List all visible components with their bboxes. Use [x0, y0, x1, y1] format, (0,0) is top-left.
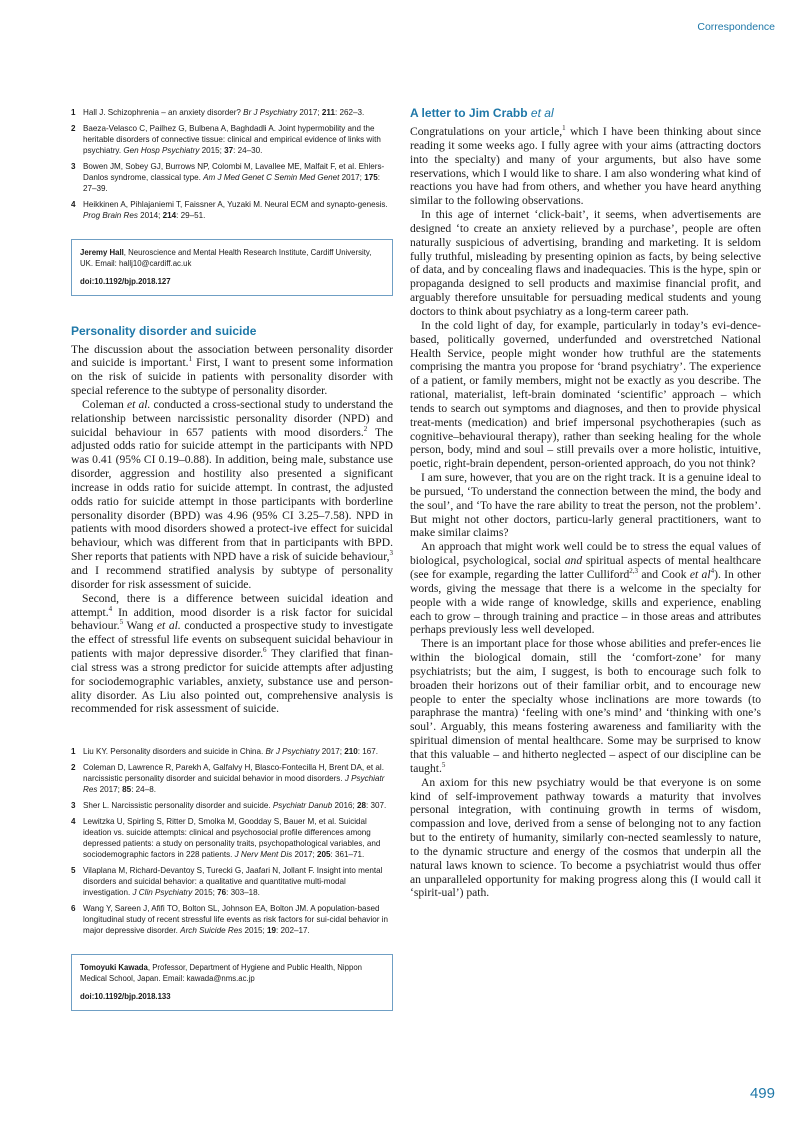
paragraph: An axiom for this new psychiatry would be that everyone is on some kind of self-improvement pathway towards a maturity that involves personal integration, with continuing growth in terms of wisdom, compassion and love, derived from a sense of belonging not to any faction but to the entirety of humanity, similarly con-nected seamlessly to nature, to the dynamic structure and energy of the cosmos that underpin all the natural laws known to science. To become a psychiatrist would thus offer an unparalleled opportunity for making progress along this (I would call it ‘spirit-ual’) path. [410, 775, 761, 900]
reference-item: 1 Hall J. Schizophrenia – an anxiety disorder? Br J Psychiatry 2017; 211: 262–3. [71, 108, 365, 117]
author-affiliation: Jeremy Hall, Neuroscience and Mental Health Research Institute, Cardiff University, UK. Email: hallj10@cardiff.ac.uk [80, 248, 372, 268]
doi-link[interactable]: doi:10.1192/bjp.2018.133 [80, 992, 171, 1002]
paragraph: Coleman et al. conducted a cross-sectional study to understand the relationship between narcissistic personality disorder (NPD) and suicidal behaviour in 657 patients with mood disorders.$^2$ The adjusted odds ratio for suicide attempt in the participants with NPD was 0.41 (95% CI 0.19–0.88). In addition, being male, substance use disorder, aggression and hostility also presented a significant increase in odds ratio for suicide attempt. In contrast, the adjusted odds ratio for suicide attempt in those participants with borderline personality disorder (BPD) was 4.96 (95% CI 3.25–7.58). NPD in patients with mood disorders showed a protect-ive effect for suicidal behaviour, which was different from that in participants with BPD. Sher reports that patients with NPD have a risk of suicide behaviour,$^3$ and I recommend stratified analysis by subtype of personality disorder for risk assessment of suicide. [71, 397, 393, 591]
paragraph: Second, there is a difference between suicidal ideation and attempt.$^4$ In addition, mood disorder is a risk factor for suicidal behaviour.$^5$ Wang et al. conducted a prospective study to investigate the effect of stressful life events on subsequent suicidal behaviour in patients with major depressive disorder.$^6$ They clarified that finan-cial stress was a strong predictor for suicide attempts after adjusting for sociodemographic variables, anxiety, substance use and person-ality disorder. As Liu also pointed out, comprehensive analysis is recommended for risk assessment of suicide. [71, 591, 393, 716]
reference-item: 4 Heikkinen A, Pihlajaniemi T, Faissner A, Yuzaki M. Neural ECM and synapto-genesis. Prog Brain Res 2014; 214: 29–51. [71, 200, 388, 220]
article-title: Personality disorder and suicide [71, 323, 257, 338]
author-box-hall [71, 239, 393, 296]
paragraph: I am sure, however, that you are on the right track. It is a genuine ideal to be pursued, ‘To understand the connection between the mind, the body and the soul’, and ‘To have the rare ability to treat the person, not the problem’. But might not other doctors, particu-larly general practitioners, want to make similar claims? [410, 471, 761, 540]
page-number: 499 [749, 1085, 775, 1102]
article-letter-jim-crabb [410, 106, 761, 900]
reference-item: 2 Baeza-Velasco C, Pailhez G, Bulbena A, Baghdadli A. Joint hypermobility and the heritable disorders of connective tissue: clinical and empirical evidence of links with psychiatry. Gen Hosp Psychiatry 2015; 37: 24–30. [71, 124, 381, 155]
paragraph: The discussion about the association between personality disorder and suicide is important.$^1$ First, I want to present some information on the risk of suicide in patients with personality disorder with special reference to the subtype of personality disorder. [71, 342, 393, 398]
reference-item: 2 Coleman D, Lawrence R, Parekh A, Galfalvy H, Blasco-Fontecilla H, Brent DA, et al. narcissistic personality disorder and suicidal behavior in mood disorders. J Psychiatr Res 2017; 85: 24–8. [71, 763, 385, 795]
article-personality-disorder [71, 324, 393, 717]
reference-list-hall [71, 107, 393, 221]
doi-link[interactable]: doi:10.1192/bjp.2018.127 [80, 277, 171, 286]
paragraph: In this age of internet ‘click-bait’, it seems, when advertisements are designed ‘to create an anxiety relieved by a purchase’, people are often naturally suspicious of advertising, branding and marketing. It is seldom fully truthful, misleading by presenting opinion as facts, by being selective of data, and by concealing flaws and inadequacies. This is the hype, spin or propaganda designed to sell products and maximise financial profit, and arguably therefore unsuitable for persuading medical students and young doctors to think about psychiatry as a long-term career path. [410, 208, 761, 318]
article-title: A letter to Jim Crabb et al [410, 106, 554, 120]
reference-list-kawada [71, 746, 393, 936]
reference-item: 4 Lewitzka U, Spirling S, Ritter D, Smolka M, Goodday S, Bauer M, et al. Suicidal ideation vs. suicide attempts: clinical and psychosocial profile differences among depressed patients: a study on personality traits, psychopathological variables, and sociodemographic factors in 228 patients. J Nerv Ment Dis 2017; 205: 361–71. [71, 817, 381, 860]
reference-item: 1 Liu KY. Personality disorders and suicide in China. Br J Psychiatry 2017; 210: 167. [71, 747, 379, 757]
reference-item: 3 Bowen JM, Sobey GJ, Burrows NP, Colombi M, Lavallee ME, Malfait F, et al. Ehlers-Danlos syndrome, classical type. Am J Med Genet C Semin Med Genet 2017; 175: 27–39. [71, 162, 385, 193]
reference-item: 6 Wang Y, Sareen J, Afifi TO, Bolton SL, Johnson EA, Bolton JM. A population-based longitudinal study of recent stressful life events as risk factors for sui-cidal behavior in major depressive disorder. Arch Suicide Res 2015; 19: 202–17. [71, 904, 389, 936]
author-affiliation: Tomoyuki Kawada, Professor, Department of Hygiene and Public Health, Nippon Medical School, Japan. Email: kawada@nms.ac.jp [80, 963, 362, 983]
section-label: Correspondence [697, 21, 775, 33]
reference-item: 5 Vilaplana M, Richard-Devantoy S, Turecki G, Jaafari N, Jollant F. Insight into mental disorders and suicidal behavior: a qualitative and quantitative multi-modal investigation. J Clin Psychiatry 2015; 76: 303–18. [71, 866, 383, 898]
paragraph: Congratulations on your article,$^1$ which I have been thinking about since reading it some weeks ago. I fully agree with your aims (attracting doctors into the specialty) and many of your arguments, but also have some reservations, which I would like to share. I am also wondering what kind of reactions you have had from others, and whether you have heard anything similar to the following observations. [410, 124, 762, 208]
paragraph: There is an important place for those whose abilities and prefer-ences lie within the biological domain, still the ‘comfort-zone’ for many psychiatrists; but the aim, I suggest, is both to encourage such folk to broaden their horizons out of their familiar orbit, and to encourage new people to enter the specialty whose inclinations are more towards (to paraphrase the mantra) ‘feeling with one’s mind’ and ‘thinking with one’s soul’. Arguably, this means fostering awareness and familiarity with the spiritual dimension of mental healthcare. Some may be surprised to know that this valuable – and hitherto neglected – aspect of our discipline can be taught.$^5$ [410, 637, 761, 775]
paragraph: An approach that might work well could be to stress the equal values of biological, psychological, social and spiritual aspects of mental healthcare (see for example, regarding the latter Culliford$^{2,3}$ and Cook et $al^4$). In other words, giving the message that there is a welcome in the specialty for people with a wide range of knowledge, skills and experience, enabling each to grow – through training and practice – in those areas and attributes perhaps previously less well developed. [410, 540, 761, 637]
paragraph: In the cold light of day, for example, particularly in today’s evi-dence-based, politically governed, underfunded and overstretched National Health Service, people might wonder how truthful are the statements comprising the mantra you propose for ‘brand psychiatry’. The experience of a patient, or family members, might not be exactly as you describe. The rational, materialist, left-brain dominated ‘scientific’ approach – which tends to search out symptoms and diagnoses, and then to provide physical treat-ments (medication) and brief impersonal psychotherapies (such as cognitive–behavioural therapy), rather than seeking healing for the whole person, body, mind and soul – still prevails over a more holistic, intuitive, poetic, right-brain dependent, person-oriented approach, do you not think? [410, 318, 761, 471]
reference-item: 3 Sher L. Narcissistic personality disorder and suicide. Psychiatr Danub 2016; 28: 307. [71, 801, 387, 811]
author-box-kawada [71, 954, 393, 1011]
